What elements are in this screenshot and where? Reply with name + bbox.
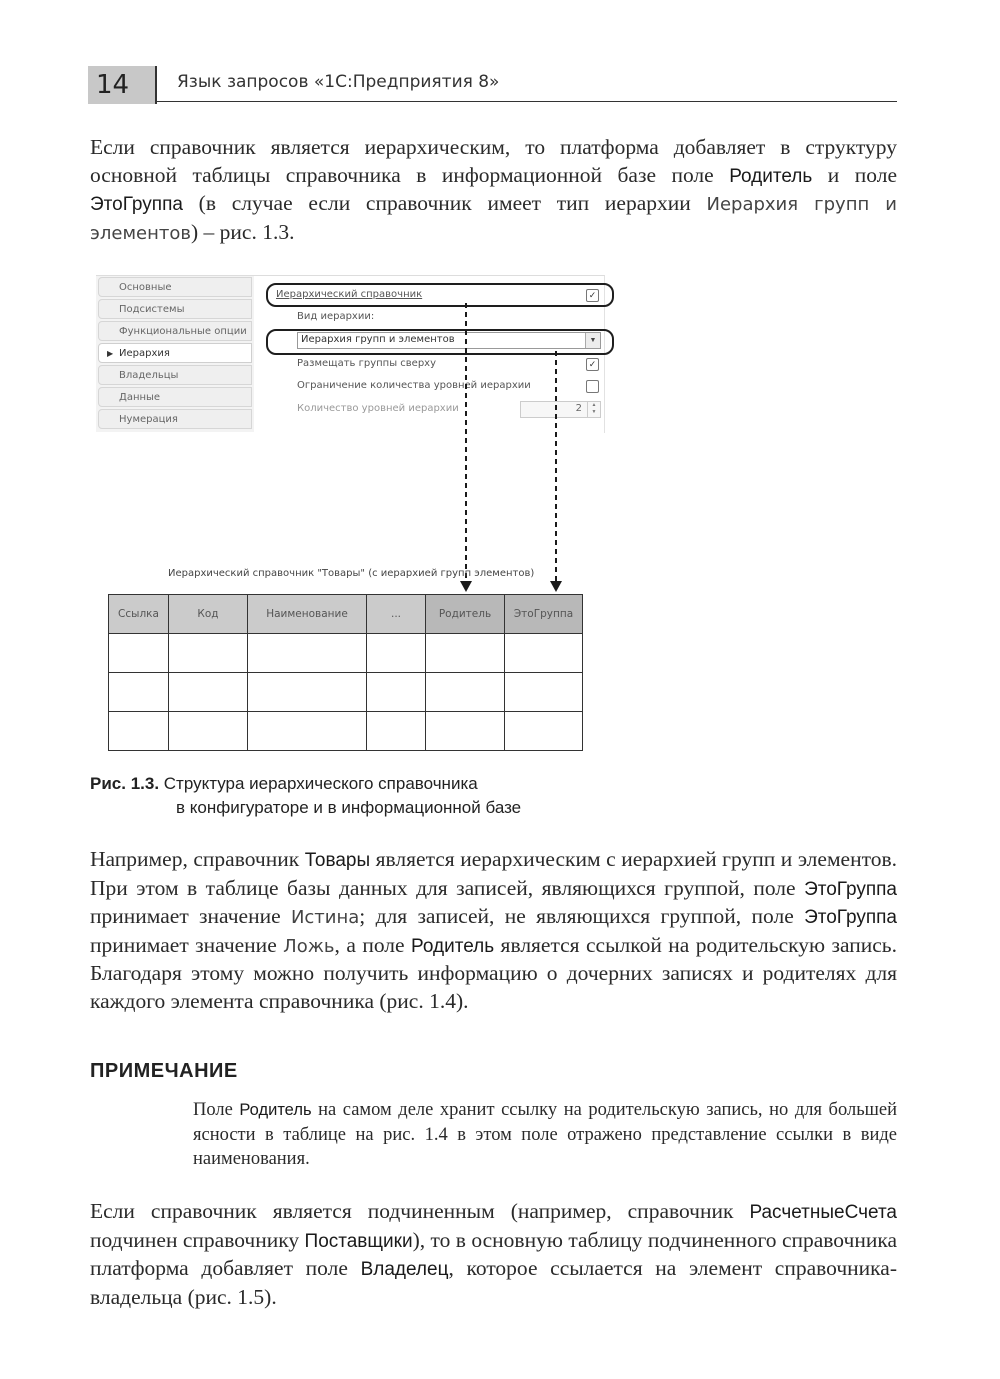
text-run: Если справочник является иерархическим, то платформа добавляет в структуру основной таблицы справочника в информационной базе поле: [90, 135, 897, 187]
column-header-is-group: ЭтоГруппа: [505, 595, 583, 634]
term-parent: Родитель: [729, 165, 813, 187]
table-cell: [169, 712, 248, 751]
term-parent: Родитель: [411, 935, 495, 957]
table-row: [109, 712, 583, 751]
figure-caption-line1: Структура иерархического справочника: [159, 774, 478, 793]
table-cell: [109, 712, 169, 751]
table-cell: [505, 712, 583, 751]
term-parent: Родитель: [239, 1101, 312, 1119]
text-run: является ссылкой на родительскую запись. Благодаря этому можно получить информацию о дочерних записях и родителях для каждого элемента справочника (рис. 1.4).: [90, 932, 897, 1013]
table-cell: [426, 712, 505, 751]
column-header-code: Код: [169, 595, 248, 634]
table-cell: [426, 634, 505, 673]
table-cell: [367, 712, 426, 751]
groups-on-top-label: Размещать группы сверху: [297, 358, 437, 369]
text-run: ) – рис. 1.3.: [191, 219, 295, 244]
groups-on-top-checkbox[interactable]: ✓: [586, 358, 599, 371]
figure-caption: [90, 772, 521, 820]
table-cell: [169, 634, 248, 673]
nav-item-label: Нумерация: [119, 414, 178, 425]
text-run: Например, справочник: [90, 847, 305, 871]
hierarchical-label: Иерархический справочник: [276, 289, 423, 300]
table-cell: [505, 634, 583, 673]
term-is-group: ЭтоГруппа: [90, 194, 183, 215]
paragraph-3: [90, 1198, 897, 1311]
table-cell: [248, 634, 367, 673]
stepper-down-icon[interactable]: ▼: [591, 410, 597, 415]
nav-item-label: Иерархия: [119, 348, 170, 359]
nav-item-label: Основные: [119, 282, 172, 293]
paragraph-2: [90, 846, 897, 1015]
term-is-group: ЭтоГруппа: [804, 878, 897, 900]
levels-count-label: Количество уровней иерархии: [297, 403, 459, 414]
value-true: Истина: [290, 907, 360, 928]
arrow-to-parent-head: [460, 581, 472, 592]
text-run: , а поле: [334, 932, 412, 957]
table-cell: [505, 673, 583, 712]
table-cell: [169, 673, 248, 712]
column-header-parent: Родитель: [426, 595, 505, 634]
term-goods: Товары: [304, 850, 371, 871]
page-number: 14: [96, 70, 130, 100]
levels-count-value: 2: [575, 403, 582, 414]
text-run: и поле: [812, 162, 897, 187]
text-run: принимает значение: [90, 904, 291, 928]
running-title: Язык запросов «1С:Предприятия 8»: [177, 72, 500, 92]
nav-item-label: Функциональные опции: [119, 326, 247, 337]
text-run: Поле: [193, 1100, 240, 1120]
table-cell: [109, 634, 169, 673]
nav-item-label: Подсистемы: [119, 304, 185, 315]
table-cell: [248, 673, 367, 712]
figure-label: Рис. 1.3.: [90, 774, 160, 793]
column-header-name: Наименование: [248, 595, 367, 634]
table-row: [109, 634, 583, 673]
table-header-row: [109, 595, 583, 634]
text-run: является иерархическим с иерархией групп и элементов. При этом в таблице базы данных для записей, являющихся группой, поле: [90, 847, 897, 900]
text-run: , которое ссылается на элемент справочника-владельца (рис. 1.5).: [90, 1256, 897, 1309]
text-run: Если справочник является подчиненным (например, справочник: [90, 1199, 750, 1223]
nav-item-label: Данные: [119, 392, 161, 403]
column-header-ref: Ссылка: [109, 595, 169, 634]
hierarchy-kind-value: Иерархия групп и элементов: [301, 334, 455, 345]
active-arrow-icon: ▶: [107, 349, 114, 358]
column-header-ellipsis: ...: [367, 595, 426, 634]
term-owner: Владелец: [360, 1259, 449, 1280]
text-run: принимает значение: [90, 932, 284, 957]
table-row: [109, 673, 583, 712]
term-bank-accounts: РасчетныеСчета: [749, 1202, 897, 1223]
text-run: на самом деле хранит ссылку на родительскую запись, но для большей ясности в таблице на рис. 1.4 в этом поле отражено представление ссылки в виде наименования.: [193, 1100, 897, 1169]
text-run: ), то в основную таблицу подчиненного справочника платформа добавляет поле: [90, 1227, 897, 1280]
catalog-table: [108, 594, 583, 751]
ui-term-hierarchy-type: Иерархия групп и элементов: [90, 194, 897, 244]
table-cell: [109, 673, 169, 712]
table-cell: [367, 634, 426, 673]
nav-item-label: Владельцы: [119, 370, 179, 381]
note-body: [193, 1098, 897, 1172]
chevron-down-icon[interactable]: ▼: [585, 333, 600, 348]
value-false: Ложь: [283, 935, 335, 957]
term-suppliers: Поставщики: [304, 1230, 413, 1252]
stepper-up-icon[interactable]: ▲: [591, 403, 597, 408]
limit-levels-label: Ограничение количества уровней иерархии: [297, 380, 531, 391]
figure-caption-line2: в конфигураторе и в информационной базе: [176, 798, 522, 817]
text-run: ; для записей, не являющихся группой, поле: [359, 904, 805, 928]
text-run: подчинен справочнику: [90, 1227, 305, 1252]
term-is-group: ЭтоГруппа: [804, 907, 897, 928]
table-cell: [367, 673, 426, 712]
hierarchical-checkbox[interactable]: ✓: [586, 289, 599, 302]
note-heading: ПРИМЕЧАНИЕ: [90, 1060, 238, 1082]
hierarchy-kind-label: Вид иерархии:: [297, 311, 375, 322]
arrow-to-is-group-head: [550, 581, 562, 592]
text-run: (в случае если справочник имеет тип иерархии: [182, 191, 707, 215]
table-cell: [248, 712, 367, 751]
table-caption: Иерархический справочник "Товары" (с иерархией групп элементов): [168, 568, 535, 579]
table-cell: [426, 673, 505, 712]
